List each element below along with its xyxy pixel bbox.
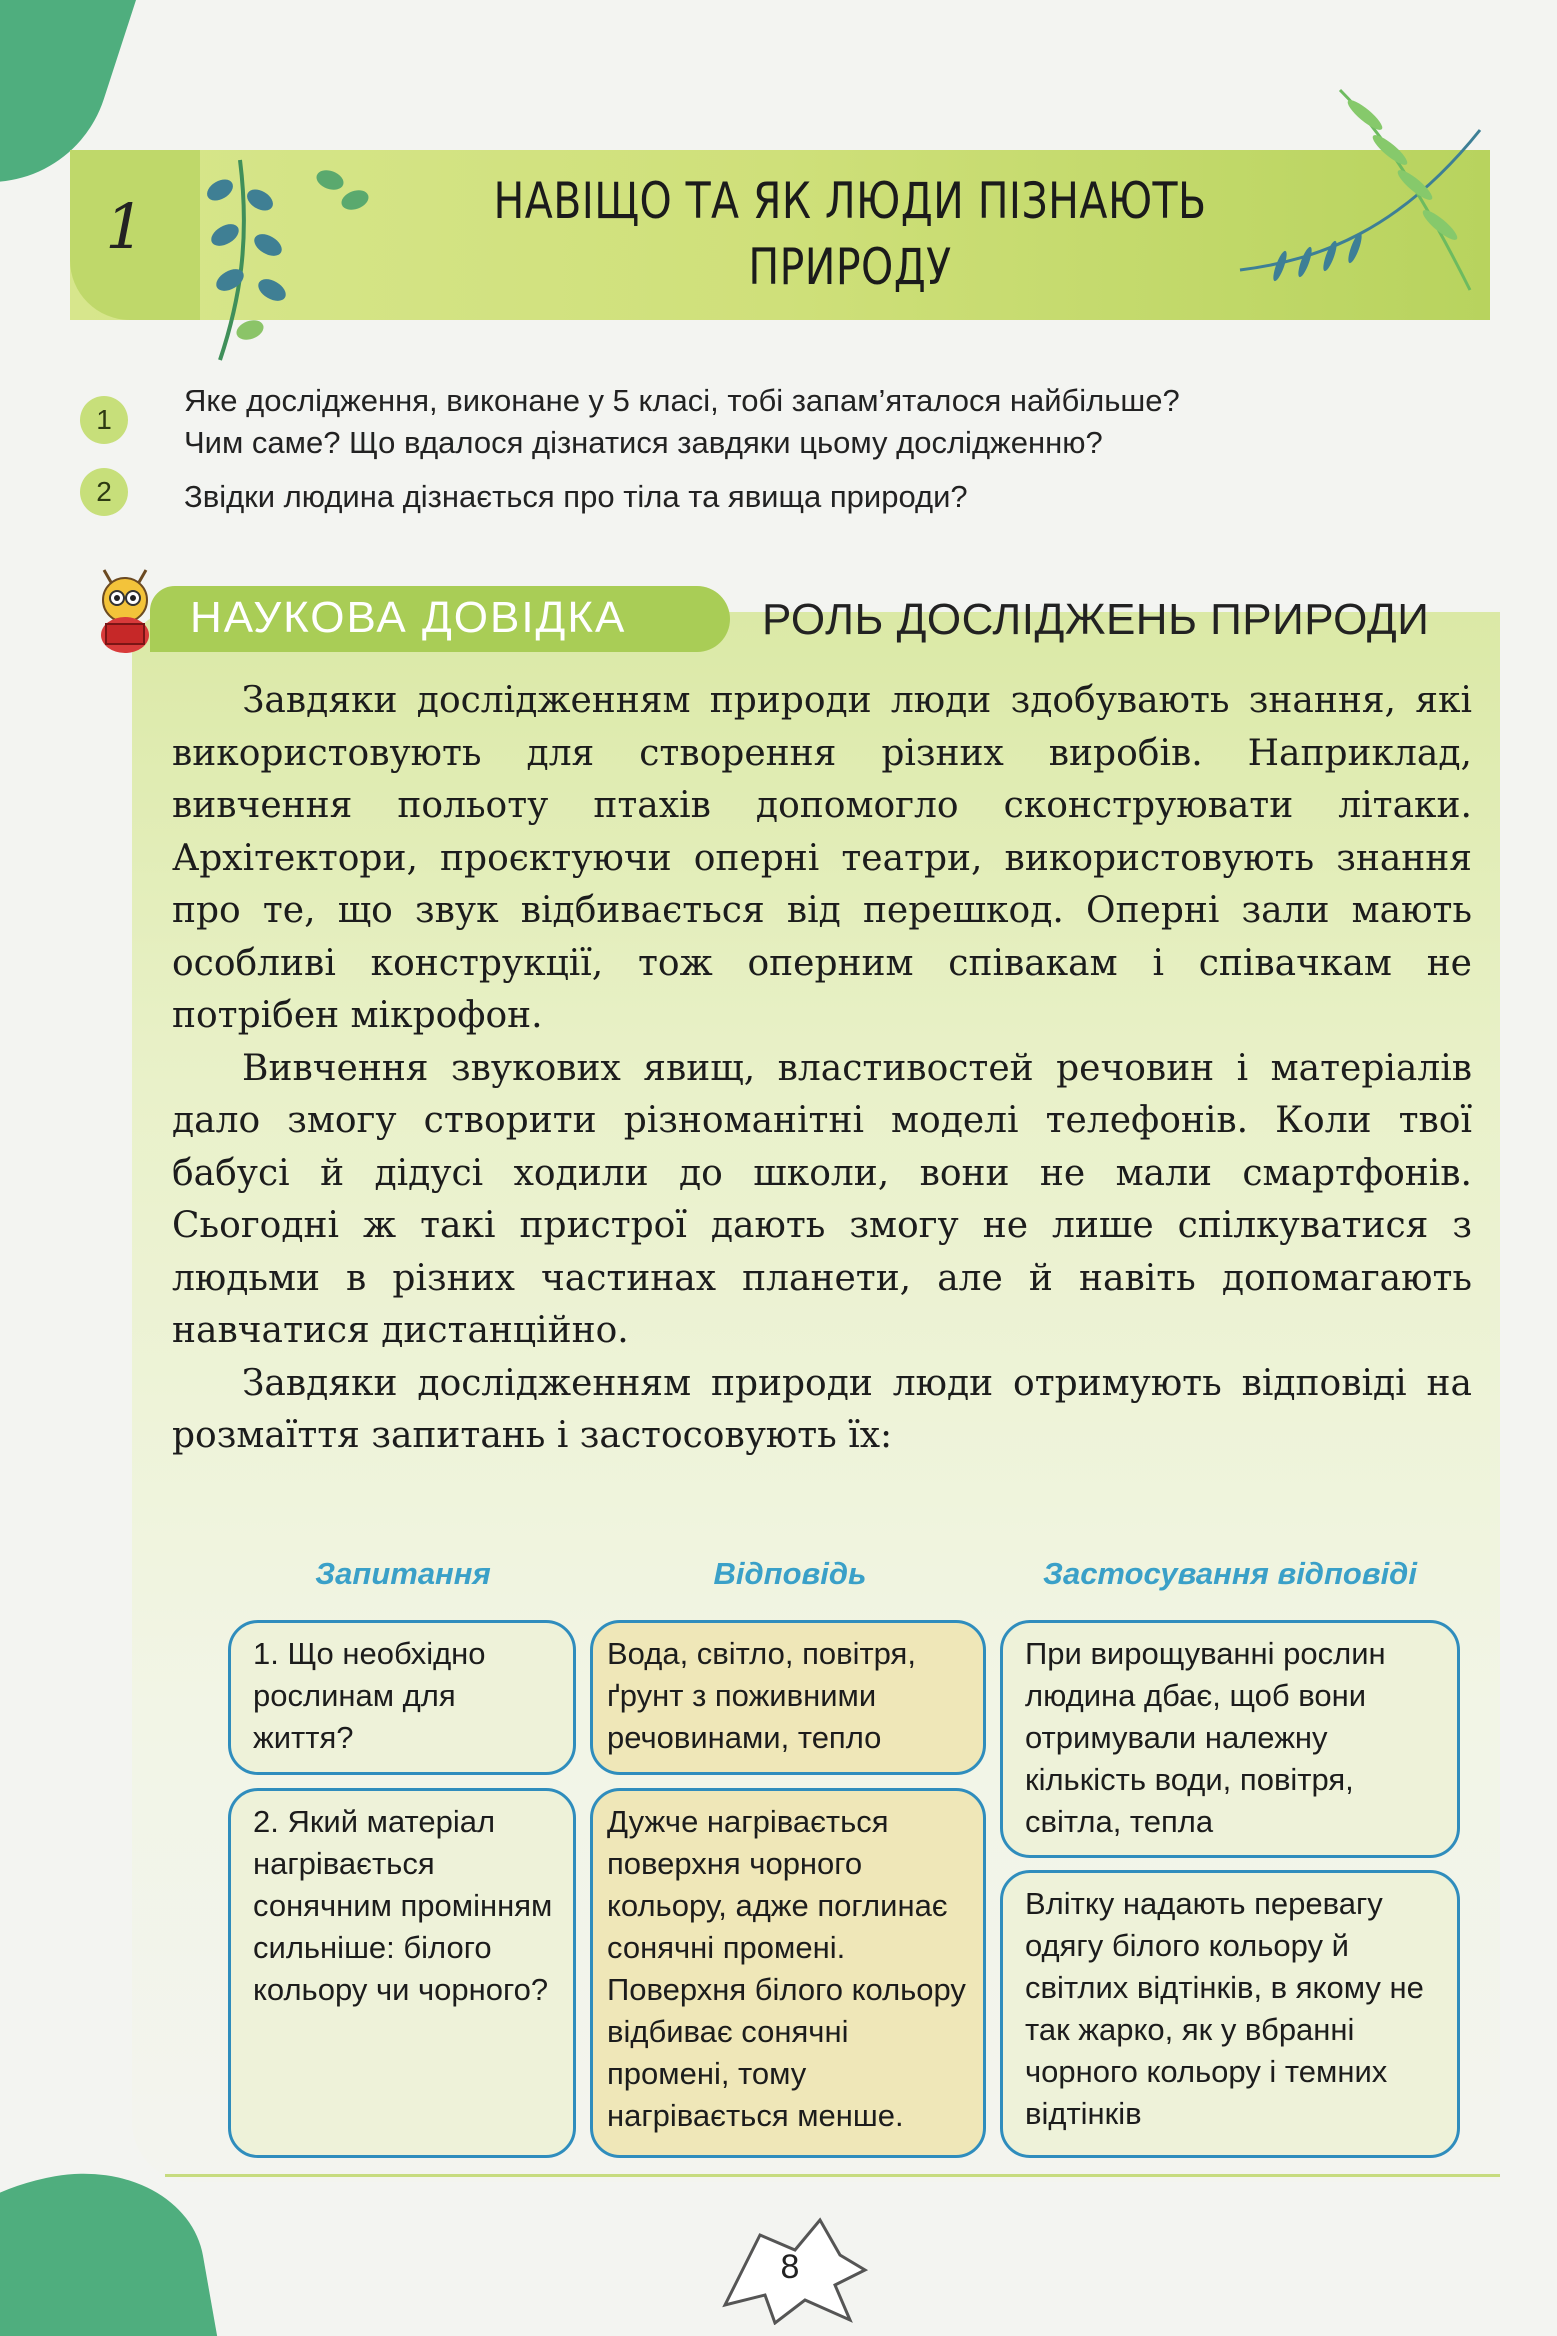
reference-body	[172, 675, 1472, 1463]
question-number-badge: 2	[80, 468, 128, 516]
reference-tab-label: НАУКОВА ДОВІДКА	[190, 593, 627, 642]
table-cell-application: При вирощуванні рослин людина дбає, щоб вони отримували належну кількість води, повітря, світла, тепла	[1000, 1620, 1460, 1858]
body-paragraph: Завдяки дослідженням природи люди здобувають знання, які використовують для створення різних виробів. Наприклад, вивчення польоту птахів допомогло сконструювати літаки. Архітектори, проєктуючи оперні театри, використовують знання про те, що звук відбивається від перешкод. Оперні зали мають особливі конструкції, тож оперним співакам і співачкам не потрібен мікрофон.	[172, 680, 1472, 1036]
body-paragraph: Завдяки дослідженням природи люди отримують відповіді на розмаїття запитань і застосовують їх:	[172, 1362, 1472, 1456]
question-line: Чим саме? Що вдалося дізнатися завдяки цьому дослідженню?	[184, 425, 1103, 460]
lesson-header	[70, 150, 1490, 325]
fern-icon	[1220, 70, 1490, 310]
question-item	[80, 378, 1500, 474]
table-cell-answer: Вода, світло, повітря, ґрунт з поживними речовинами, тепло	[590, 1620, 986, 1775]
reference-subtitle: РОЛЬ ДОСЛІДЖЕНЬ ПРИРОДИ	[762, 595, 1430, 644]
intro-questions	[80, 378, 1500, 522]
lesson-title-line: ПРИРОДУ	[748, 238, 952, 296]
question-text	[184, 380, 1180, 464]
table-cell-question: 2. Який матеріал нагрівається сонячним промінням сильніше: білого кольору чи чорного?	[228, 1788, 576, 2158]
column-header-application: Застосування відповіді	[1043, 1556, 1417, 1591]
column-header-answer: Відповідь	[713, 1556, 867, 1591]
question-line: Яке дослідження, виконане у 5 класі, тобі запам’яталося найбільше?	[184, 383, 1180, 418]
lesson-number: 1	[105, 190, 145, 263]
table-cell-answer: Дужче нагрівається поверхня чорного кольору, адже поглинає сонячні промені. Поверхня білого кольору відбиває сонячні промені, тому нагрівається менше.	[590, 1788, 986, 2158]
bookworm-mascot-icon	[84, 560, 166, 660]
body-paragraph: Вивчення звукових явищ, властивостей речовин і матеріалів дало змогу створити різноманітні моделі телефонів. Коли твої бабусі й дідусі ходили до школи, вони не мали смартфонів. Сьогодні ж такі пристрої дають змогу не лише спілкуватися з людьми в різних частинах планети, але й навіть допомагають навчатися дистанційно.	[172, 1047, 1472, 1351]
lesson-title	[448, 168, 1252, 300]
question-item	[80, 474, 1500, 522]
table-cell-application: Влітку надають перевагу одягу білого кольору й світлих відтінків, в якому не так жарко, як у вбранні чорного кольору і темних відтінків	[1000, 1870, 1460, 2158]
question-line: Звідки людина дізнається про тіла та явища природи?	[184, 479, 968, 514]
page-number: 8	[780, 2248, 800, 2286]
lesson-title-line: НАВІЩО ТА ЯК ЛЮДИ ПІЗНАЮТЬ	[493, 172, 1207, 230]
table-cell-question: 1. Що необхідно рослинам для життя?	[228, 1620, 576, 1775]
divider	[165, 2174, 1500, 2177]
leaf-branch-icon	[180, 150, 380, 370]
question-number-badge: 1	[80, 396, 128, 444]
column-header-question: Запитання	[315, 1556, 491, 1591]
question-text	[184, 476, 968, 518]
